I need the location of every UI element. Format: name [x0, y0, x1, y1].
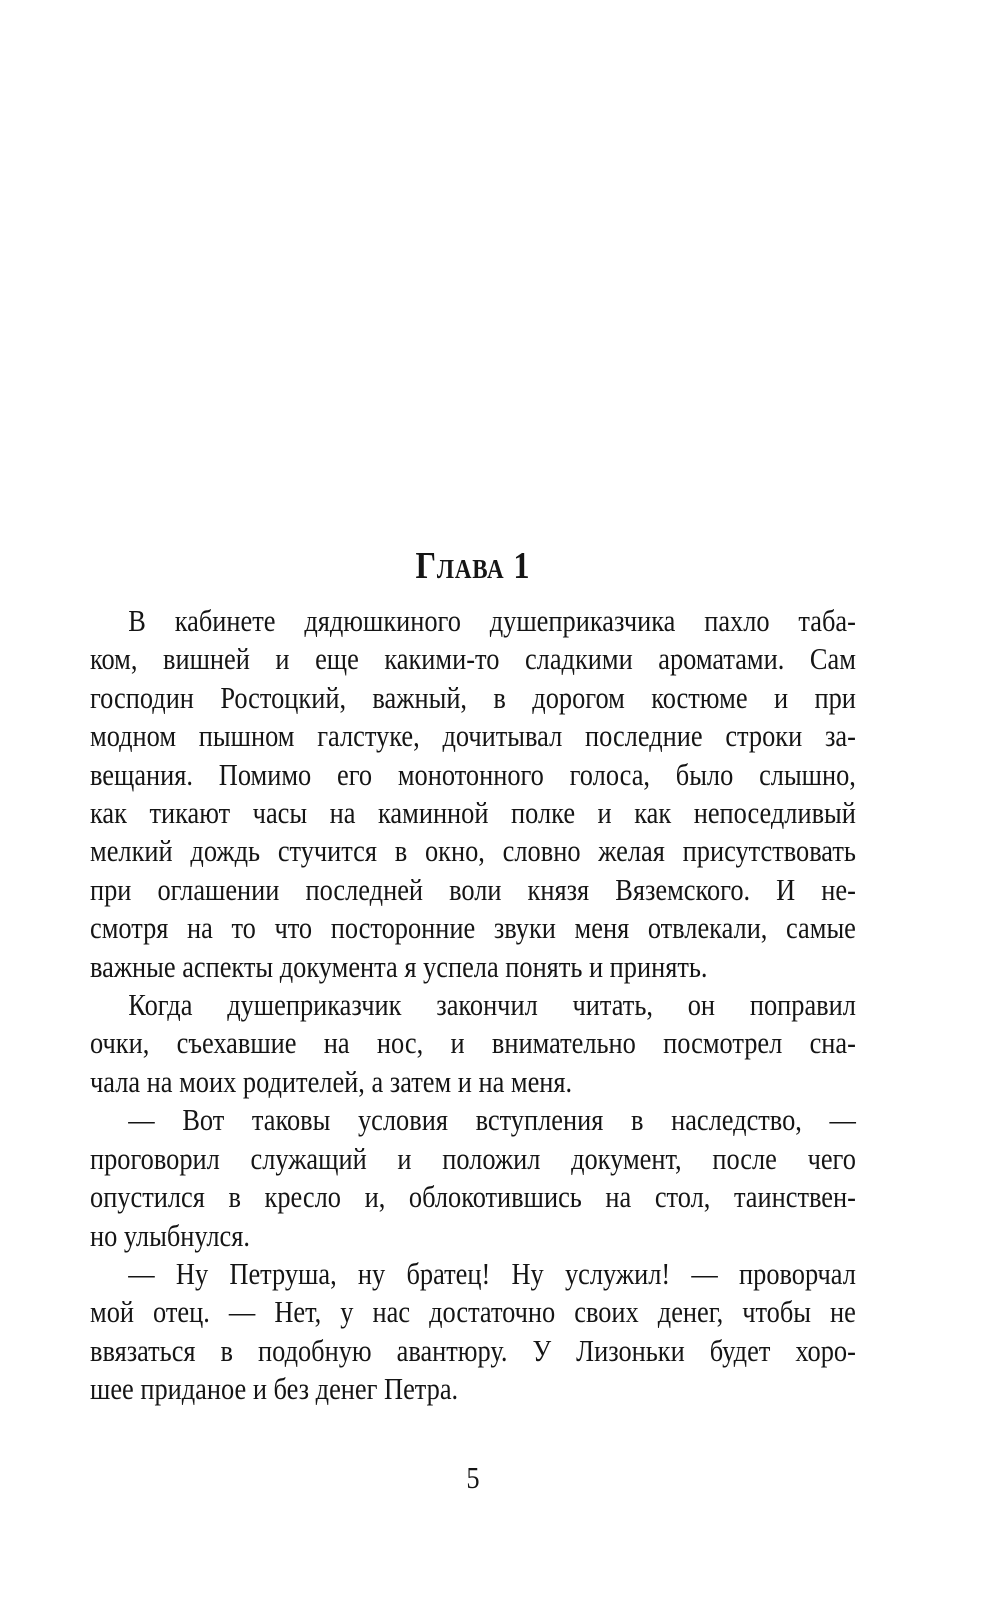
- text-line: чала на моих родителей, а затем и на меня.: [90, 1063, 573, 1099]
- text-line: господин Ростоцкий, важный, в дорогом костюме и при: [90, 679, 856, 715]
- text-line: очки, съехавшие на нос, и внимательно посмотрел сна-: [90, 1025, 856, 1061]
- text-line: ком, вишней и еще какими-то сладкими ароматами. Сам: [90, 641, 856, 677]
- text-line: мой отец. — Нет, у нас достаточно своих денег, чтобы не: [90, 1294, 856, 1330]
- text-line: Когда душеприказчик закончил читать, он поправил: [128, 987, 856, 1023]
- text-line: мелкий дождь стучится в окно, словно желая присутствовать: [90, 833, 856, 869]
- text-line: модном пышном галстуке, дочитывал последние строки за-: [90, 718, 856, 754]
- text-line: шее приданое и без денег Петра.: [90, 1371, 459, 1407]
- body-text: [90, 602, 856, 1409]
- paragraph: [90, 602, 856, 986]
- chapter-title: Глава 1: [415, 545, 531, 587]
- page-content: [90, 540, 856, 1497]
- text-line: опустился в кресло и, облокотившись на стол, таинствен-: [90, 1179, 856, 1215]
- paragraph: [90, 986, 856, 1101]
- text-line: важные аспекты документа я успела понять и принять.: [90, 948, 708, 984]
- text-line: — Вот таковы условия вступления в наследство, —: [128, 1102, 856, 1138]
- text-line: В кабинете дядюшкиного душеприказчика пахло таба-: [128, 603, 856, 638]
- paragraph: [90, 1101, 856, 1255]
- text-line: как тикают часы на каминной полке и как непоседливый: [90, 795, 856, 831]
- paragraph: [90, 1255, 856, 1409]
- text-line: проговорил служащий и положил документ, после чего: [90, 1140, 856, 1176]
- text-line: ввязаться в подобную авантюру. У Лизоньки будет хоро-: [90, 1332, 856, 1368]
- text-line: смотря на то что посторонние звуки меня отвлекали, самые: [90, 910, 856, 946]
- page-number: 5: [466, 1459, 480, 1495]
- text-line: при оглашении последней воли князя Вяземского. И не-: [90, 871, 856, 907]
- text-line: но улыбнулся.: [90, 1217, 251, 1253]
- text-line: — Ну Петруша, ну братец! Ну услужил! — проворчал: [128, 1255, 856, 1291]
- text-line: вещания. Помимо его монотонного голоса, было слышно,: [90, 756, 856, 792]
